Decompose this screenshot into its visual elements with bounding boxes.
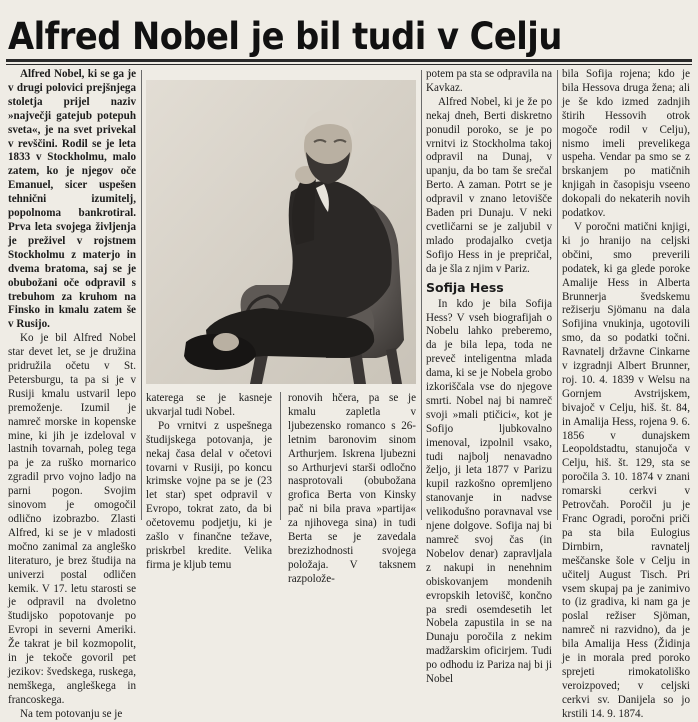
paragraph: Ko je bil Alfred Nobel star devet let, se je družina pridružila očetu v St. Petersburgu, ta pa si je v Rusiji kmalu ustvaril lepo premoženje. Izumil je namreč morske in kopenske mine, ki jih je izdeloval v lastnih tovarnah, poleg tega pa je za ruško mornarico zgradil prvo vojno ladjo na parni pogon. Svojim sinovom je omogočil odlično izobrazbo. Zlasti Alfred, ki se je v mladosti močno zanimal za angleško literaturo, je brez študija na univerzi postal odličen kemik. V 17. letu starosti se je odpravil na dvoletno študijsko popotovanje po Evropi in severni Ameriki. Že takrat je bil kozmopolit, in je tekoče govoril pet jezikov: švedskega, ruskega, nemškega, angleškega in francoskega. [8, 332, 136, 706]
article-column-1 [8, 68, 136, 720]
paragraph: V poročni matični knjigi, ki jo hranijo na celjski občini, smo preverili podatek, ki ga glede poroke Amalije Hess in Alberta Brunnerja švedskemu režiserju Sjömanu na dala Sofijina vnukinja, ugotovili smo, da so podatki točni. Ravnatelj državne Cinkarne v izgradnji Albert Brunner, roj. 10. 4. 1839 v Welsu na Gornjem Avstrijskem, bivajoč v Celju, hiš. št. 84, in Amalija Hess, rojena 9. 6. 1856 v dunajskem Leopoldstadtu, stanujoča v Celju, hiš. št. 129, sta se poročila 3. 10. 1874 v znani romarski cerkvi v Petrovčah. Poročil ju je Franc Ogradi, poročni priči pa sta bila Eulogius Dirnbirn, ravnatelj meščanske šole v Celju in učitelj August Tisch. Pri vsem skupaj pa je zanimivo to (iz gradiva, ki nam ga je poslal režiser Sjöman, namreč ni razvidno), da je bila Amalija Hess (Židinja je in morala pred poroko sprejeti rimokatoliško veroizpoved; v celjski cerkvi sv. Danijela so jo krstili 14. 9. 1874. [562, 220, 690, 720]
paragraph: Po vrnitvi z uspešnega študijskega potovanja, je nekaj časa delal v očetovi tovarni v Rusiji, po koncu krimske vojne pa se je (23 let star) spet odpravil v Evropo, tokrat zato, da bi očetovemu podjetju, ki je zašlo v finančne težave, priskrbel kredite. Velika firma je kljub temu [146, 419, 272, 571]
lead-paragraph: Alfred Nobel, ki se ga je v drugi polovici prejšnjega stoletja prijel naziv »največji gatejub potepuh sveta«, je na svet privekal v revščini. Rodil se je leta 1833 v Stockholmu, malo zatem, ko je njegov oče Emanuel, sicer uspešen tehnični izumitelj, popolnoma bankrotiral. Prva leta svojega življenja je preživel v rojstnem Stockholmu z materjo in dvema bratoma, saj se je obubožani oče odpravil s trebuhom za kruhom na Finsko in kmalu zatem še v Rusijo. [8, 68, 136, 331]
headline-rule-thick [6, 59, 692, 62]
paragraph: bila Sofija rojena; kdo je bila Hessova druga žena; ali je še kdo izmed zadnjih štirih Hessovih otrok mogoče rodil v Celju), nismo imeli prevelikega uspeha. Vendar pa smo se z brskanjem po matičnih knjigah in časopisju vseeno dokopali do nekaterih novih podatkov. [562, 68, 690, 220]
paragraph: ronovih hčera, pa se je kmalu zapletla v ljubezensko romanco s 26-letnim baronovim sinom Arthurjem. Iskrena ljubezni so Arthurjevi starši odločno nasprotovali (obubožana grofica Berta von Kinsky pač ni bila prava »partija« za njihovega sina) in tudi Berta se je zavedala brezizhodnosti svojega položaja. V taksnem razpolože- [288, 392, 416, 585]
paragraph: Na tem potovanju se je [20, 707, 123, 720]
column-divider [421, 70, 422, 520]
portrait-photo-alfred-nobel [146, 80, 416, 384]
section-subheading: Sofija Hess [426, 279, 504, 295]
headline-rule-thin [6, 64, 692, 65]
article-column-2 [146, 392, 272, 571]
paragraph: In kdo je bila Sofija Hess? V vseh biografijah o Nobelu lahko preberemo, da je bila lepa, toda ne preveč inteligentna mlada dama, ki se je Nobela grobo izkoriščala vse do njegove smrti. Nobel naj bi namreč svoji »mali ptičici«, kot je Sofijo ljubkovalno imenoval, izpolnil vsako, tudi najbolj nenavadno željo, ji leta 1877 v Parizu kupil razkošno opremljeno stanovanje in nadvse velikodušno poravnaval vse njene dolgove. Sofija naj bi namreč svoj čas (in Nobelov denar) zapravljala z nakupi in nenehnim obiskovanjem mondenih evropskih letovišč, končno pa sredi osemdesetih let Nobela zapustila in se na Dunaju poročila z nekim madžarskim oficirjem. Tudi po odhodu iz Pariza naj bi ji Nobel [426, 297, 552, 686]
paragraph: katerega se je kasneje ukvarjal tudi Nobel. [146, 392, 272, 418]
paragraph: Alfred Nobel, ki je že po nekaj dneh, Berti diskretno ponudil poroko, se je po vrnitvi iz Stockholma takoj odpravil na Dunaj, v upanju, da bo tam še srečal Berto. A zaman. Potrt se je odpravil v znano letovišče Baden pri Dunaju. V neki cvetličarni se je zaljubil v mlado prodajalko cvetja Sofijo Hess in je prepričal, da je šla z njim v Pariz. [426, 95, 552, 275]
article-column-5 [562, 68, 690, 720]
article-headline: Alfred Nobel je bil tudi v Celju [8, 14, 562, 58]
column-divider [141, 70, 142, 520]
column-divider [280, 392, 281, 520]
column-divider [557, 70, 558, 520]
article-column-3 [288, 392, 416, 585]
paragraph: potem pa sta se odpravila na Kavkaz. [426, 68, 552, 94]
article-column-4 [426, 68, 552, 686]
